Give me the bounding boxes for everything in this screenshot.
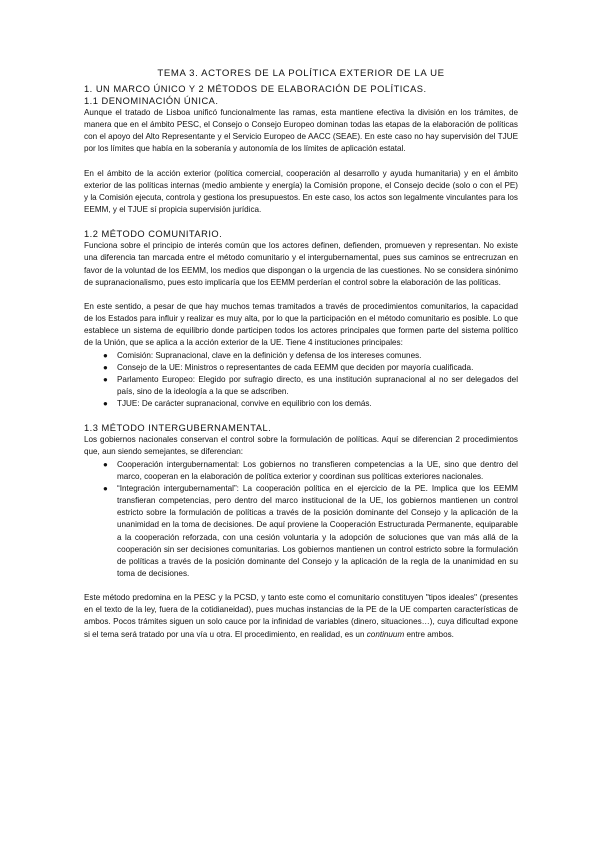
document-page: [84, 68, 518, 641]
list-item: ● Consejo de la UE: Ministros o representantes de cada EEMM que deciden por mayoría cualificada.: [84, 362, 518, 374]
paragraph: En este sentido, a pesar de que hay muchos temas tramitados a través de procedimientos comunitarios, la capacidad de los Estados para influir y realizar es muy alta, por lo que la participación en el método comunitario es posible. Lo que establece un sistema de equilibrio donde participen todos los actores principales que formen parte del sistema político de la Unión, que se aplica a la acción exterior de la UE. Tiene 4 instituciones principales:: [84, 301, 518, 348]
bullet-icon: ●: [103, 459, 108, 469]
section-heading-1-3: 1.3 MÉTODO INTERGUBERNAMENTAL.: [84, 423, 272, 434]
paragraph: Aunque el tratado de Lisboa unificó funcionalmente las ramas, esta mantiene efectiva la división en los trámites, de manera que en el ámbito PESC, el Consejo o Consejo Europeo dominan todas las etapas de la elaboración de políticas con el apoyo del Alto Representante y el Servicio Europeo de AACC (SEAE). En este caso no hay supervisión del TJUE por los límites que había en la soberanía y autonomía de los límites de aplicación estatal.: [84, 108, 518, 154]
list-item: ● Comisión: Supranacional, clave en la definición y defensa de los intereses comunes.: [84, 350, 518, 362]
emphasis: continuum: [366, 629, 405, 639]
document-title: TEMA 3. ACTORES DE LA POLÍTICA EXTERIOR DE LA UE: [157, 68, 445, 79]
paragraph: Funciona sobre el principio de interés común que los actores definen, defienden, promueven y representan. No existe una diferencia tan marcada entre el método comunitario y el intergubernamental, pues sus caminos se entrecruzan en favor de la voluntad de los EEMM, los medios que dispongan o la urgencia de las cuestiones. No se considera sinónimo de supranacionalismo, pues esto implicaría que los EEMM perderían el control sobre la elaboración de las políticas.: [84, 241, 518, 287]
list-item: ● Parlamento Europeo: Elegido por sufragio directo, es una institución supranacional al no ser delegados del país, sino de la ideología a la que se adscriben.: [103, 374, 518, 396]
bullet-icon: ●: [103, 362, 108, 372]
list-item: ● “Integración intergubernamental”: La cooperación política en el ejercicio de la PE. Implica que los EEMM transfieran competencias, pero dentro del marco institucional de la UE, los gobiernos mantienen un control estricto sobre la formulación de políticas a través de la posición dominante del Consejo y la aplicación de la unanimidad en la toma de decisiones. De aquí proviene la Cooperación Estructurada Permanente, equiparable a la cooperación reforzada, con una cesión voluntaria y la adopción de soluciones que van más allá de la cooperación sin ser decisiones comunitarias. Los gobiernos mantienen un control estricto sobre la formulación de políticas a través de la posición dominante del Consejo y la aplicación de la regla de la unanimidad en su toma de decisiones.: [103, 483, 518, 578]
section-heading-1: 1. UN MARCO ÚNICO Y 2 MÉTODOS DE ELABORACIÓN DE POLÍTICAS.: [84, 84, 427, 94]
paragraph: Los gobiernos nacionales conservan el control sobre la formulación de políticas. Aquí se diferencian 2 procedimientos que, aun siendo semejantes, se diferencian:: [84, 435, 518, 457]
paragraph: Este método predomina en la PESC y la PCSD, y tanto este como el comunitario constituyen "tipos ideales" (presentes en el texto de la ley, fuera de la cotidianeidad), pues muchas instancias de la PE de la UE comparten características de ambos. Pocos trámites siguen un solo cauce por la infinidad de variables (dinero, situaciones…), cuya dificultad expone si el tema será tratado por una vía u otra. El procedimiento, en realidad, es un continuum entre ambos.: [84, 593, 518, 639]
bullet-icon: ●: [103, 350, 108, 360]
bullet-icon: ●: [103, 399, 108, 409]
bullet-icon: ●: [103, 483, 108, 493]
procedures-list: [84, 459, 518, 581]
list-item: ● TJUE: De carácter supranacional, convive en equilibrio con los demás.: [84, 398, 518, 410]
paragraph: En el ámbito de la acción exterior (política comercial, cooperación al desarrollo y ayuda humanitaria) y en el ámbito exterior de las políticas internas (medio ambiente y energía) la Comisión propone, el Consejo decide (solo o con el PE) y la Comisión ejecuta, controla y gestiona los presupuestos. En este caso, los actos son legalmente vinculantes para los EEMM, y el TJUE sí propicia supervisión jurídica.: [84, 168, 518, 215]
section-heading-1-1: 1.1 DENOMINACIÓN ÚNICA.: [84, 96, 219, 106]
bullet-icon: ●: [103, 374, 108, 384]
list-item: ● Cooperación intergubernamental: Los gobiernos no transfieren competencias a la UE, sino que dentro del marco, cooperan en la elaboración de política exterior y coordinan sus políticas exteriores nacionales.: [103, 459, 518, 481]
section-heading-1-2: 1.2 MÉTODO COMUNITARIO.: [84, 229, 223, 240]
institutions-list: [84, 350, 518, 411]
